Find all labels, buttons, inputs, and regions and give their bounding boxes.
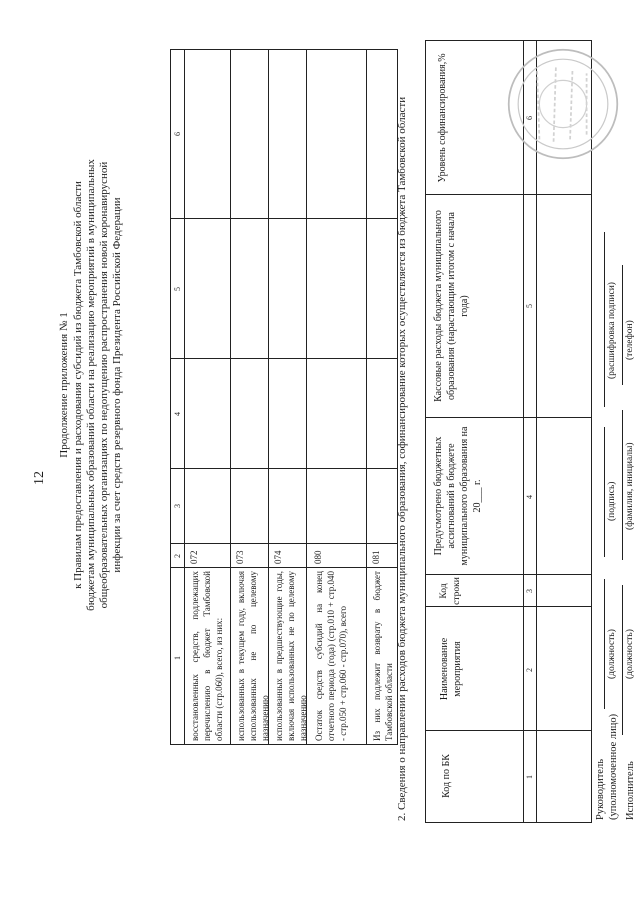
header-line: бюджетам муниципальных образований области на реализацию мероприятий в муниципальных (85, 159, 97, 611)
caption-signature: (подпись) (607, 481, 617, 521)
column-number: 1 (173, 656, 182, 660)
column-number: 5 (525, 304, 534, 308)
table-row (366, 50, 397, 744)
appendix-title: Продолжение приложения № 1 (58, 312, 70, 458)
row-code: 072 (189, 550, 199, 564)
table-row (306, 50, 366, 744)
caption-phone: (телефон) (625, 320, 635, 360)
table-row (268, 50, 306, 744)
column-number: 4 (525, 495, 534, 499)
column-header: Кассовые расходы бюджета муниципального образования (нарастающим итогом с начала года) (433, 210, 470, 402)
row-label: использованных в текущем году, включая использованных не по целевому назначению (236, 571, 270, 741)
row-code: 081 (371, 550, 381, 564)
caption-position: (должность) (607, 629, 617, 679)
column-header: Код по БК (441, 754, 452, 798)
caption-decoding: (расшифровка подписи) (607, 282, 617, 379)
column-number: 3 (173, 504, 182, 508)
table-row (230, 50, 268, 744)
row-label: Из них подлежит возврату в бюджет Тамбовской области (372, 571, 394, 741)
column-header: Код строки (439, 577, 462, 605)
head-label-sub: (уполномоченное лицо) (608, 713, 619, 820)
header-line: инфекции за счет средств резервного фонда Президента Российской Федерации (111, 197, 123, 573)
row-code: 074 (273, 550, 283, 564)
header-line: к Правилам предоставления и расходования субсидий из бюджета Тамбовской области (72, 181, 84, 589)
row-label: использованных в предшествующие годы, включая использованных не по целевому назначению (274, 571, 308, 741)
row-code: 073 (235, 550, 245, 564)
page-number: 12 (32, 471, 47, 485)
caption-position: (должность) (625, 629, 635, 679)
column-header: Уровень софинансирования,% (437, 53, 448, 183)
head-label: Руководитель (595, 759, 606, 820)
column-number: 2 (173, 554, 182, 558)
column-number: 5 (173, 287, 182, 291)
official-stamp-icon (504, 45, 622, 163)
section-2-title: 2. Сведения о направлении расходов бюджета муниципального образования, софинансирование которых осуществляется из бюджета Тамбовской области (396, 96, 408, 821)
column-header: Предусмотрено бюджетных ассигнований в бюджете муниципального образования на 20___ г. (433, 426, 483, 566)
caption-name: (фамилия, инициалы) (625, 442, 635, 530)
column-number: 6 (173, 132, 182, 136)
table-row (184, 50, 230, 744)
column-header: Наименование мероприятия (439, 637, 463, 701)
row-label: Остаток средств субсидий на конец отчетного периода (года) (стр.010 + стр.040 - стр.050 + стр.060 - стр.070), всего (314, 571, 348, 741)
row-code: 080 (313, 550, 323, 564)
column-number: 2 (525, 668, 534, 672)
table-continuation (170, 49, 398, 745)
row-label: восстановленных средств, подлежащих перечислению в бюджет Тамбовской области (стр.060), всего, из них: (190, 571, 224, 741)
header-line: общеобразовательных организациях по недопущению распространения новой коронавирусной (98, 161, 110, 609)
column-number: 3 (525, 589, 534, 593)
column-number: 1 (525, 775, 534, 779)
column-number: 4 (173, 412, 182, 416)
executor-label: Исполнитель (625, 761, 636, 820)
column-number: 6 (525, 116, 534, 120)
